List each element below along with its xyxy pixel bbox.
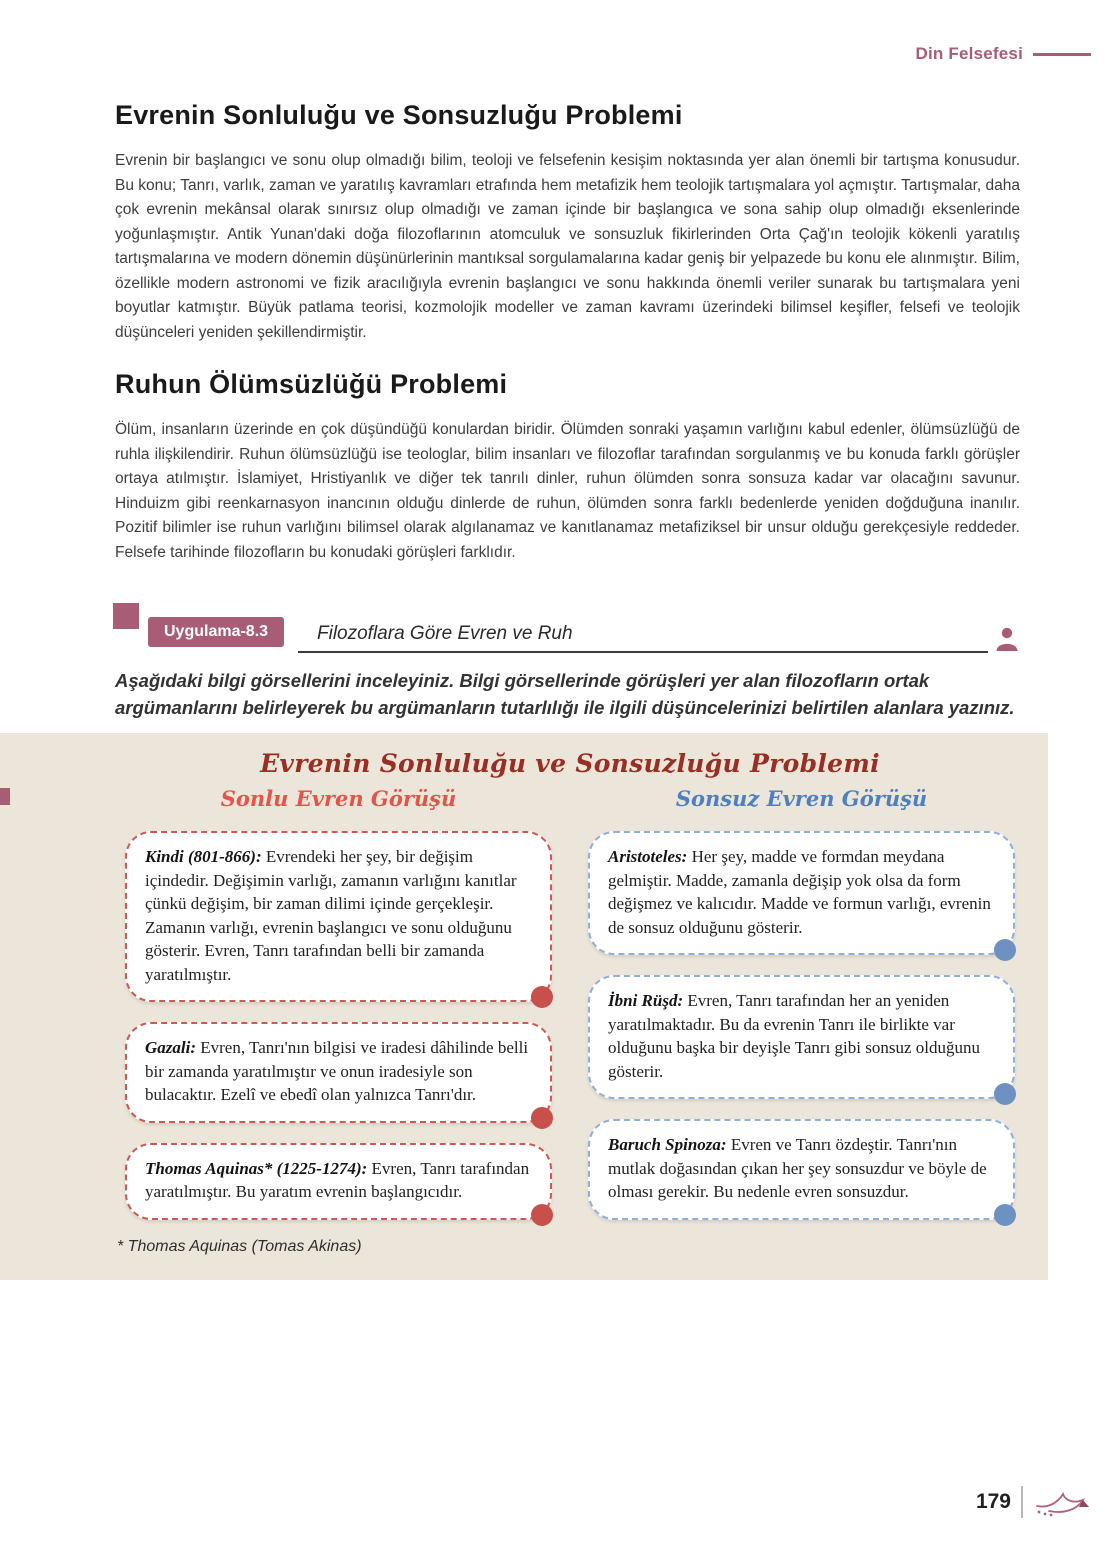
activity-corner-square xyxy=(113,603,139,629)
card-corner-dot xyxy=(994,939,1016,961)
card-corner-dot xyxy=(531,1107,553,1129)
activity-badge: Uygulama-8.3 xyxy=(148,617,284,647)
philosopher-name: Gazali: xyxy=(145,1038,196,1057)
column-header-finite: Sonlu Evren Görüşü xyxy=(220,786,457,811)
activity-header-rule xyxy=(298,651,988,653)
chapter-header-rule xyxy=(1033,53,1091,56)
infographic-title: Evrenin Sonluluğu ve Sonsuzluğu Problemi xyxy=(260,749,880,778)
section-body-universe: Evrenin bir başlangıcı ve sonu olup olmadığı bilim, teoloji ve felsefenin kesişim noktasında yer alan önemli bir tartışma konusudur. Bu konu; Tanrı, varlık, zaman ve yaratılış kavramları etrafında hem metafizik hem teolojik tartışmalara yol açmıştır. Tartışmalar, daha çok evrenin mekânsal olarak sınırsız olup olmadığı ve zaman içinde bir başlangıca ve sona sahip olup olmadığı eksenlerinde yoğunlaşmıştır. Antik Yunan'daki doğa filozoflarının atomculuk ve sonsuzluk fikirlerinden Orta Çağ'ın teolojik kökenli yaratılış tartışmalarına ve modern dönemin düşünürlerinin mantıksal sorgulamalarına kadar geniş bir yelpazede bu konu ele alınmıştır. Bilim, özellikle modern astronomi ve fizik aracılığıyla evrenin başlangıcı ve sonu hakkında önemli veriler sunarak bu tartışmalara yeni boyutlar katmıştır. Büyük patlama teorisi, kozmolojik modeller ve zaman kavramı üzerindeki bilimsel keşifler, felsefi ve teolojik düşünceleri yeniden şekillendirmiştir. xyxy=(115,152,1020,341)
philosopher-name: İbni Rüşd: xyxy=(608,991,684,1010)
section-title-soul: Ruhun Ölümsüzlüğü Problemi xyxy=(115,369,508,399)
philosopher-view: Evren ve Tanrı özdeştir. Tanrı'nın mutlak doğasından çıkan her şey sonsuzdur ve böyle de olması gerekir. Bu nedenle evren sonsuzdur. xyxy=(608,1135,987,1201)
section-title-universe: Evrenin Sonluluğu ve Sonsuzluğu Problemi xyxy=(115,100,683,130)
philosopher-card-aquinas xyxy=(125,1143,552,1220)
philosopher-card-aristoteles xyxy=(588,831,1015,955)
chapter-title: Din Felsefesi xyxy=(915,44,1023,63)
philosopher-name: Baruch Spinoza: xyxy=(608,1135,727,1154)
person-icon xyxy=(994,627,1020,651)
philosopher-card-ibni-rusd xyxy=(588,975,1015,1099)
philosopher-name: Kindi (801-866): xyxy=(145,847,262,866)
card-corner-dot xyxy=(531,1204,553,1226)
section-body-soul: Ölüm, insanların üzerinde en çok düşündüğü konulardan biridir. Ölümden sonraki yaşamın varlığını kabul edenler, ölümsüzlüğü de ruhla ilişkilendirir. Ruhun ölümsüzlüğü ise teologlar, bilim insanları ve filozoflar tarafından sorgulanmış ve bu konuda farklı görüşler ortaya atılmıştır. İslamiyet, Hristiyanlık ve diğer tek tanrılı dinler, ruhun ölümden sonra sonsuza kadar var olacağını savunur. Hinduizm gibi reenkarnasyon inancının olduğu dinlerde de ruhun, ölümden sonra farklı bedenlerde yeniden doğduğuna inanılır. Pozitif bilimler ise ruhun varlığını bilimsel olarak algılanamaz ve kanıtlanamaz metafiziksel bir unsur olduğu gerekçesiyle reddeder. Felsefe tarihinde filozofların bu konudaki görüşleri farklıdır. xyxy=(115,421,1020,561)
footnote: * Thomas Aquinas (Tomas Akinas) xyxy=(117,1237,362,1255)
page-number: 179 xyxy=(975,1489,1011,1513)
philosopher-card-kindi xyxy=(125,831,552,1002)
philosopher-card-spinoza xyxy=(588,1119,1015,1220)
infographic-columns xyxy=(125,786,1015,1220)
column-header-infinite: Sonsuz Evren Görüşü xyxy=(675,786,928,811)
philosopher-view: Evrendeki her şey, bir değişim içindedir. Değişimin varlığı, zamanın varlığını kanıtlar çünkü değişim, bir zaman dilimi içinde gerçekleşir. Zamanın varlığı, evrenin başlangıcı ve sonu olduğunu gösterir. Evren, Tanrı tarafından belli bir zamanda yaratılmıştır. xyxy=(145,847,517,984)
philosopher-name: Thomas Aquinas* (1225-1274): xyxy=(145,1158,368,1178)
quill-icon xyxy=(1033,1480,1091,1523)
philosopher-view: Evren, Tanrı tarafından yaratılmıştır. Bu yaratım evrenin başlangıcıdır. xyxy=(145,1158,530,1201)
philosopher-view: Her şey, madde ve formdan meydana gelmiştir. Madde, zamanla değişip yok olsa da form değişmez ve kalıcıdır. Madde ve formun varlığı, evrenin de sonsuz olduğunu gösterir. xyxy=(608,847,991,937)
footer-divider xyxy=(1021,1486,1023,1518)
philosopher-view: Evren, Tanrı tarafından her an yeniden yaratılmaktadır. Bu da evrenin Tanrı ile birlikte var olduğunu başka bir deyişle Tanrı gibi sonsuz olduğunu gösterir. xyxy=(608,991,980,1081)
chapter-header xyxy=(0,0,1091,64)
page-footer xyxy=(976,1480,1091,1523)
column-finite-universe xyxy=(125,786,552,1220)
activity-header xyxy=(115,605,1020,653)
page-edge-stripe xyxy=(0,788,10,805)
philosopher-view: Evren, Tanrı'nın bilgisi ve iradesi dâhilinde belli bir zamanda yaratılmıştır ve onun iradesiyle son bulacaktır. Ezelî ve ebedî olan yalnızca Tanrı'dır. xyxy=(145,1038,529,1104)
philosopher-card-gazali xyxy=(125,1022,552,1123)
card-corner-dot xyxy=(994,1204,1016,1226)
infographic-panel xyxy=(0,733,1048,1280)
card-corner-dot xyxy=(994,1083,1016,1105)
column-infinite-universe xyxy=(588,786,1015,1220)
activity-title: Filozoflara Göre Evren ve Ruh xyxy=(317,623,573,644)
activity-instruction: Aşağıdaki bilgi görsellerini inceleyiniz. Bilgi görsellerinde görüşleri yer alan filozofların ortak argümanlarını belirleyerek bu argümanların tutarlılığı ile ilgili düşüncelerinizi belirtilen alanlara yazınız. xyxy=(115,670,1015,718)
card-corner-dot xyxy=(531,986,553,1008)
philosopher-name: Aristoteles: xyxy=(608,847,688,866)
